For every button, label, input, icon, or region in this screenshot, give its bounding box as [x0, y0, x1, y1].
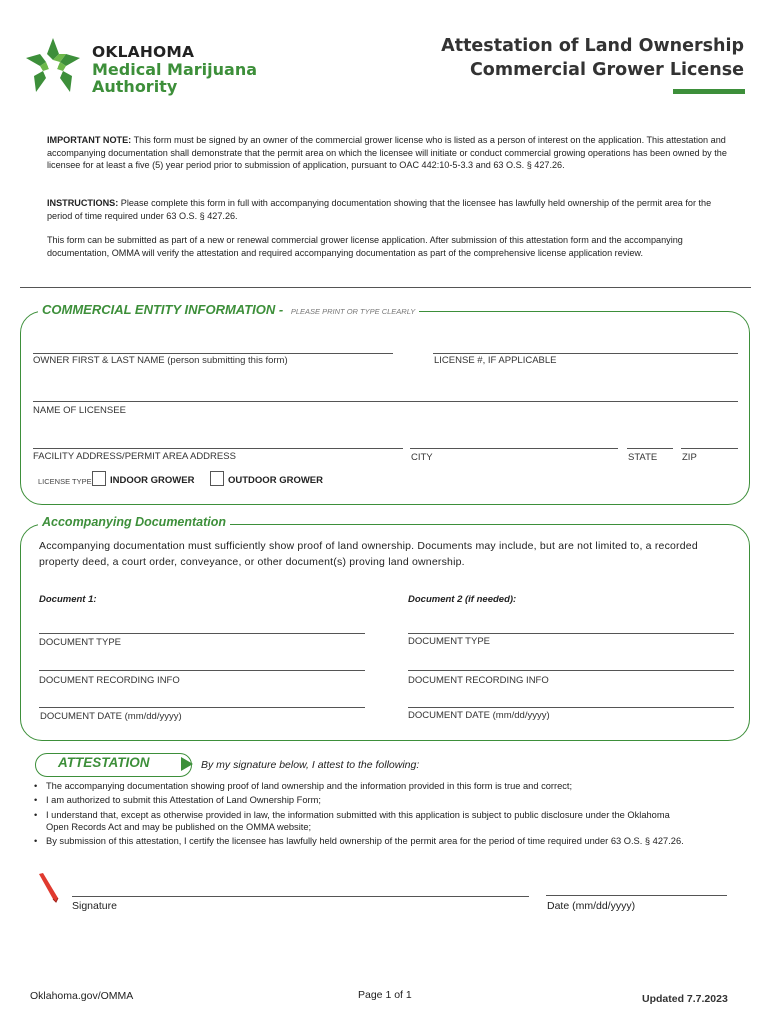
license-number-label: LICENSE #, IF APPLICABLE	[434, 355, 557, 366]
footer-updated: Updated 7.7.2023	[642, 993, 728, 1005]
doc2-recording-line[interactable]	[408, 670, 734, 671]
documentation-title: Accompanying Documentation	[38, 515, 230, 529]
form-title	[441, 34, 744, 82]
owner-name-label: OWNER FIRST & LAST NAME (person submitting this form)	[33, 355, 288, 366]
indoor-grower-checkbox[interactable]	[92, 471, 106, 486]
city-line[interactable]	[410, 448, 618, 449]
state-label: STATE	[628, 452, 658, 463]
attestation-item: • The accompanying documentation showing proof of land ownership and the information provided in this form is true and correct;	[34, 780, 694, 792]
entity-subtitle: PLEASE PRINT OR TYPE CLEARLY	[290, 307, 416, 316]
logo-line-1: OKLAHOMA	[92, 43, 195, 61]
doc2-date-line[interactable]	[408, 707, 734, 708]
license-number-line[interactable]	[433, 353, 738, 354]
date-line[interactable]	[546, 895, 727, 896]
doc2-recording-label: DOCUMENT RECORDING INFO	[408, 675, 549, 686]
city-label: CITY	[411, 452, 433, 463]
documentation-description: Accompanying documentation must sufficiently show proof of land ownership. Documents may include, but are not limited to, a recorded property deed, a court order, conveyance, or other document(s) proving land ownership.	[39, 540, 698, 568]
doc2-date-label: DOCUMENT DATE (mm/dd/yyyy)	[408, 710, 550, 721]
attestation-intro: By my signature below, I attest to the following:	[201, 759, 420, 771]
license-type-label: LICENSE TYPE	[38, 477, 92, 486]
attestation-item: • By submission of this attestation, I certify the licensee has lawfully held ownership of the permit area for the period of time required under 63 O.S. § 427.26.	[34, 835, 694, 847]
indoor-grower-label: INDOOR GROWER	[110, 475, 195, 486]
state-line[interactable]	[627, 448, 673, 449]
doc1-recording-line[interactable]	[39, 670, 365, 671]
instructions-text: Please complete this form in full with accompanying documentation showing that the licensee has lawfully held ownership of the permit area for the period of time required under 63 O.S. § 427.26.	[47, 198, 712, 221]
doc1-recording-label: DOCUMENT RECORDING INFO	[39, 675, 180, 686]
logo-line-2: Medical Marijuana	[92, 60, 257, 79]
document-2-heading: Document 2 (if needed):	[408, 594, 517, 605]
important-note-label: IMPORTANT NOTE:	[47, 135, 132, 145]
zip-label: ZIP	[682, 452, 697, 463]
date-label: Date (mm/dd/yyyy)	[547, 900, 636, 912]
entity-title: COMMERCIAL ENTITY INFORMATION -	[42, 302, 284, 317]
signature-label: Signature	[72, 900, 117, 912]
document-1-heading: Document 1:	[39, 594, 97, 605]
important-note	[47, 134, 727, 172]
address-line[interactable]	[33, 448, 403, 449]
title-accent-bar	[673, 89, 745, 94]
zip-line[interactable]	[681, 448, 738, 449]
form-title-line-2: Commercial Grower License	[469, 60, 744, 80]
address-label: FACILITY ADDRESS/PERMIT AREA ADDRESS	[33, 451, 236, 462]
doc1-date-line[interactable]	[39, 707, 365, 708]
signature-line[interactable]	[72, 896, 529, 897]
pen-icon	[36, 872, 62, 904]
doc2-type-label: DOCUMENT TYPE	[408, 636, 490, 647]
doc2-type-line[interactable]	[408, 633, 734, 634]
attestation-title: ATTESTATION	[58, 755, 150, 770]
logo-line-3: Authority	[92, 77, 178, 96]
form-title-line-1: Attestation of Land Ownership	[441, 36, 744, 56]
submission-note: This form can be submitted as part of a new or renewal commercial grower license application. After submission of this attestation form and the accompanying documentation, OMMA will verify the attestation and required accompanying documentation as part of the comprehensive license application review.	[47, 235, 683, 258]
important-note-text: This form must be signed by an owner of the commercial grower license who is listed as a person of interest on the application. This attestation and accompanying documentation shall demonstrate that the permit area on which the licensee will initiate or conduct commercial growing operations has been owned by the licensee for at least a five (5) year period prior to submission of application, pursuant to OAC 442:10-5-3.3 and 63 O.S. § 427.26.	[47, 135, 727, 171]
licensee-name-label: NAME OF LICENSEE	[33, 405, 126, 416]
omma-logo-text	[92, 44, 257, 95]
instructions-label: INSTRUCTIONS:	[47, 198, 119, 208]
outdoor-grower-label: OUTDOOR GROWER	[228, 475, 323, 486]
doc1-date-label: DOCUMENT DATE (mm/dd/yyyy)	[40, 711, 182, 722]
outdoor-grower-checkbox[interactable]	[210, 471, 224, 486]
attestation-list	[34, 780, 694, 849]
entity-section-title	[38, 302, 419, 317]
attestation-item: • I am authorized to submit this Attestation of Land Ownership Form;	[34, 794, 694, 806]
omma-logo-icon	[22, 36, 84, 98]
footer-page: Page 1 of 1	[358, 989, 412, 1001]
attestation-item: • I understand that, except as otherwise provided in law, the information submitted with this application is subject to public disclosure under the Oklahoma Open Records Act and may be published on the OMMA website;	[34, 809, 694, 834]
pill-arrow-icon	[181, 757, 193, 771]
footer-website: Oklahoma.gov/OMMA	[30, 990, 134, 1002]
doc1-type-label: DOCUMENT TYPE	[39, 637, 121, 648]
instructions-note	[47, 197, 727, 222]
owner-name-line[interactable]	[33, 353, 393, 354]
licensee-name-line[interactable]	[33, 401, 738, 402]
section-divider	[20, 287, 751, 288]
doc1-type-line[interactable]	[39, 633, 365, 634]
